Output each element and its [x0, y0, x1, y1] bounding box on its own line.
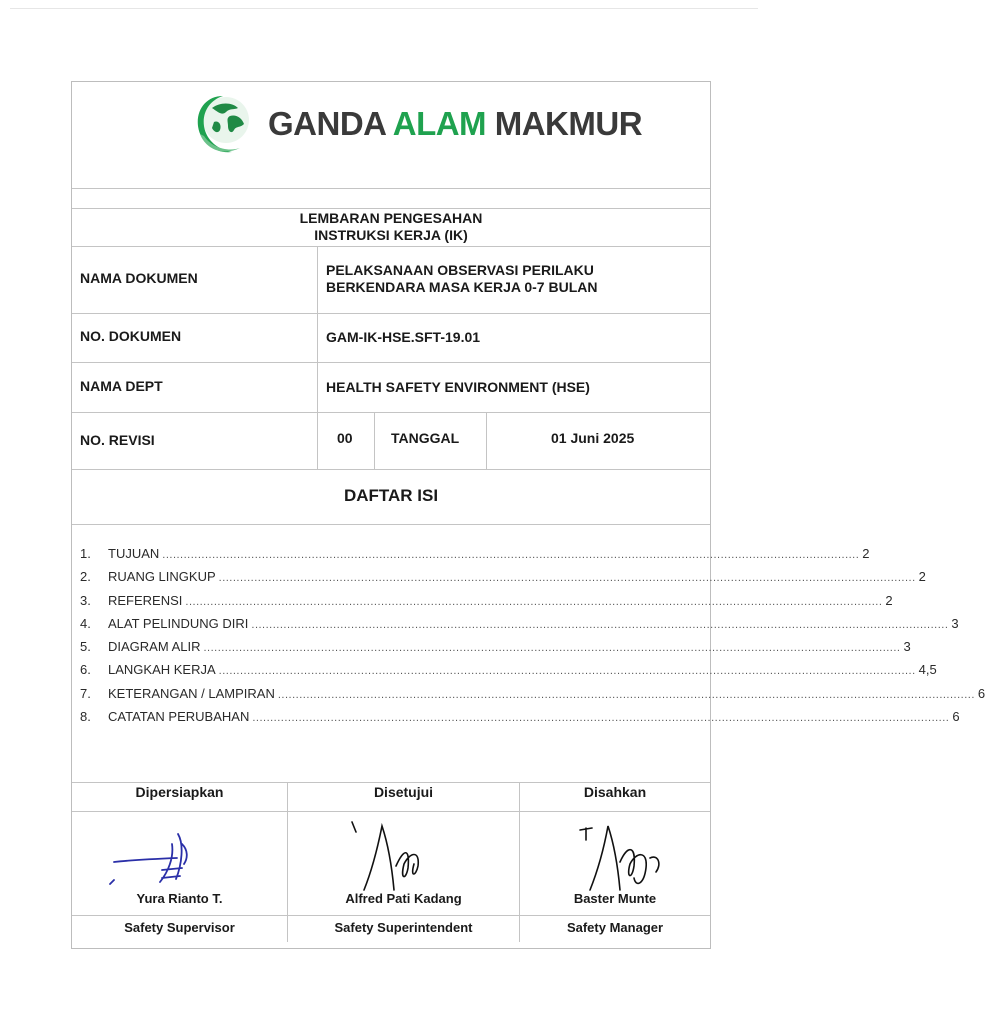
toc-item-title: KETERANGAN / LAMPIRAN — [108, 685, 275, 701]
page-top-rule — [10, 8, 758, 9]
ratified-role: Safety Manager — [566, 920, 664, 935]
toc-leader-dots: .................................................................................................................................................................................................... — [203, 642, 901, 655]
ratified-heading: Disahkan — [583, 784, 647, 800]
company-name-part3: MAKMUR — [494, 105, 643, 142]
toc-item-page: 2 — [862, 546, 870, 561]
company-name — [268, 102, 642, 146]
list-item[interactable] — [80, 709, 960, 732]
list-item[interactable] — [80, 546, 870, 569]
rule-revision-column — [374, 412, 375, 469]
approved-name: Alfred Pati Kadang — [345, 891, 462, 906]
toc-item-page: 6 — [952, 709, 960, 725]
doc-name-value — [326, 262, 597, 296]
rule-below-sig-names — [72, 915, 710, 916]
toc-item-number: 3. — [80, 592, 91, 608]
table-of-contents — [80, 546, 985, 732]
toc-leader-dots: .................................................................................................................................................................................................... — [185, 595, 883, 608]
company-name-part1: GANDA — [268, 105, 386, 142]
toc-leader-dots: .................................................................................................................................................................................................... — [162, 549, 860, 561]
toc-item-number: 7. — [80, 685, 91, 701]
list-item[interactable] — [80, 592, 893, 616]
rule-sig-col1 — [287, 782, 288, 942]
rule-below-revision — [72, 469, 710, 470]
doc-name-line1: PELAKSANAAN OBSERVASI PERILAKU — [326, 262, 594, 278]
company-header — [72, 82, 710, 188]
ratified-name: Baster Munte — [573, 891, 657, 906]
toc-item-number: 1. — [80, 546, 91, 561]
rule-below-logo — [72, 188, 710, 189]
company-name-part2: ALAM — [392, 105, 487, 142]
rule-below-sig-headings — [72, 811, 710, 812]
list-item[interactable] — [80, 569, 926, 592]
rule-date-column — [486, 412, 487, 469]
doc-name-label: NAMA DOKUMEN — [80, 270, 198, 286]
doc-name-line2: BERKENDARA MASA KERJA 0-7 BULAN — [326, 279, 598, 295]
toc-item-title: ALAT PELINDUNG DIRI — [108, 615, 249, 631]
sheet-title — [72, 210, 710, 248]
toc-heading: DAFTAR ISI — [343, 486, 439, 505]
rule-below-docno — [72, 362, 710, 363]
approved-signature-icon — [334, 818, 474, 898]
toc-item-page: 3 — [951, 615, 959, 631]
prepared-name: Yura Rianto T. — [136, 891, 223, 906]
rule-above-signatures — [72, 782, 710, 783]
toc-leader-dots: .................................................................................................................................................................................................... — [252, 712, 950, 725]
dept-label: NAMA DEPT — [80, 378, 163, 394]
approved-heading: Disetujui — [373, 784, 434, 800]
list-item[interactable] — [80, 639, 911, 662]
toc-item-title: LANGKAH KERJA — [108, 662, 216, 678]
rule-below-docname — [72, 313, 710, 314]
toc-leader-dots: .................................................................................................................................................................................................... — [277, 688, 975, 701]
date-value: 01 Juni 2025 — [551, 430, 635, 446]
toc-item-title: RUANG LINGKUP — [108, 569, 216, 585]
toc-item-title: REFERENSI — [108, 592, 183, 608]
rule-above-title — [72, 208, 710, 209]
toc-item-title: DIAGRAM ALIR — [108, 639, 201, 655]
toc-item-title: CATATAN PERUBAHAN — [108, 709, 250, 725]
toc-item-page: 2 — [885, 592, 893, 608]
rule-below-dept — [72, 412, 710, 413]
globe-logo-icon — [190, 90, 256, 158]
toc-item-number: 8. — [80, 709, 91, 725]
toc-item-page: 2 — [918, 569, 926, 585]
list-item[interactable] — [80, 685, 985, 709]
list-item[interactable] — [80, 662, 937, 685]
revision-label: NO. REVISI — [80, 432, 155, 448]
toc-item-number: 2. — [80, 569, 91, 585]
revision-value: 00 — [337, 430, 353, 446]
toc-leader-dots: .................................................................................................................................................................................................... — [251, 618, 949, 631]
toc-item-page: 4,5 — [918, 662, 937, 678]
toc-item-page: 6 — [977, 685, 985, 701]
dept-value: HEALTH SAFETY ENVIRONMENT (HSE) — [326, 379, 590, 395]
toc-item-number: 6. — [80, 662, 91, 678]
toc-item-number: 5. — [80, 639, 91, 655]
doc-no-label: NO. DOKUMEN — [80, 328, 182, 344]
toc-item-page: 3 — [903, 639, 911, 655]
toc-item-number: 4. — [80, 615, 91, 631]
toc-leader-dots: .................................................................................................................................................................................................... — [218, 572, 916, 585]
rule-sig-col2 — [519, 782, 520, 942]
ratified-signature-icon — [570, 818, 700, 898]
prepared-role: Safety Supervisor — [124, 920, 235, 935]
toc-leader-dots: .................................................................................................................................................................................................... — [218, 665, 916, 678]
approved-role: Safety Superintendent — [334, 920, 473, 935]
sheet-title-line1: LEMBARAN PENGESAHAN — [299, 210, 483, 226]
prepared-signature-icon — [102, 824, 222, 896]
list-item[interactable] — [80, 615, 959, 639]
date-label: TANGGAL — [391, 430, 460, 446]
prepared-heading: Dipersiapkan — [135, 784, 224, 800]
rule-label-column — [317, 246, 318, 469]
document-frame — [71, 81, 985, 949]
doc-no-value: GAM-IK-HSE.SFT-19.01 — [326, 329, 481, 345]
rule-below-daftar — [72, 524, 710, 525]
sheet-title-line2: INSTRUKSI KERJA (IK) — [314, 227, 468, 243]
toc-item-title: TUJUAN — [108, 546, 160, 561]
